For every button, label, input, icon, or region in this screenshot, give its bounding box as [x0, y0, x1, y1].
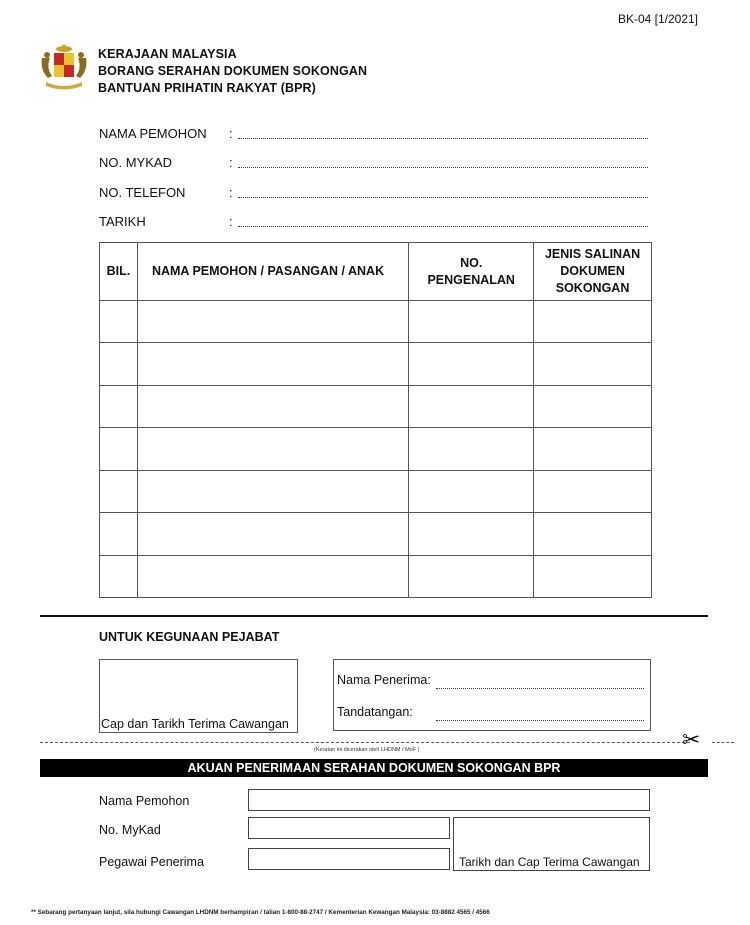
cut-line — [712, 742, 734, 743]
signature-field[interactable] — [436, 712, 644, 721]
field-colon: : — [229, 214, 233, 229]
table-cell[interactable] — [100, 301, 138, 343]
ack-mykad-field[interactable] — [248, 817, 450, 839]
table-cell[interactable] — [409, 301, 534, 343]
table-cell[interactable] — [100, 428, 138, 470]
table-cell[interactable] — [534, 470, 652, 512]
scissors-icon: ✂ — [682, 727, 701, 752]
table-cell[interactable] — [409, 343, 534, 385]
table-cell[interactable] — [409, 513, 534, 555]
table-header-row — [100, 243, 652, 301]
field-label-phone: NO. TELEFON — [99, 185, 186, 200]
table-row — [100, 301, 652, 343]
ack-applicant-label: Nama Pemohon — [99, 794, 190, 808]
table-cell[interactable] — [137, 555, 408, 597]
table-cell[interactable] — [137, 513, 408, 555]
table-cell[interactable] — [534, 343, 652, 385]
field-colon: : — [229, 155, 233, 170]
ack-stamp-label: Tarikh dan Cap Terima Cawangan — [459, 855, 640, 869]
column-header-id-number: NO. PENGENALAN — [409, 243, 534, 301]
table-cell[interactable] — [137, 470, 408, 512]
field-label-applicant-name: NAMA PEMOHON — [99, 126, 207, 141]
table-cell[interactable] — [137, 428, 408, 470]
table-row — [100, 555, 652, 597]
table-cell[interactable] — [100, 513, 138, 555]
table-cell[interactable] — [100, 343, 138, 385]
acknowledgement-title: AKUAN PENERIMAAN SERAHAN DOKUMEN SOKONGAN BPR — [40, 759, 708, 777]
receiver-name-label: Nama Penerima: — [337, 673, 431, 687]
table-cell[interactable] — [137, 385, 408, 427]
table-row — [100, 343, 652, 385]
table-cell[interactable] — [409, 555, 534, 597]
table-cell[interactable] — [534, 385, 652, 427]
column-header-name: NAMA PEMOHON / PASANGAN / ANAK — [137, 243, 408, 301]
table-cell[interactable] — [534, 428, 652, 470]
malaysia-coat-of-arms-icon — [38, 44, 90, 92]
ack-officer-label: Pegawai Penerima — [99, 855, 204, 869]
column-header-bil: BIL. — [100, 243, 138, 301]
applicant-name-field[interactable] — [238, 128, 648, 139]
ack-applicant-field[interactable] — [248, 789, 650, 811]
office-use-title: UNTUK KEGUNAAN PEJABAT — [99, 630, 280, 644]
field-colon: : — [229, 185, 233, 200]
documents-table — [99, 242, 652, 598]
header-government: KERAJAAN MALAYSIA — [98, 47, 237, 61]
table-row — [100, 513, 652, 555]
header-program: BANTUAN PRIHATIN RAKYAT (BPR) — [98, 81, 316, 95]
footer-note: ** Sebarang pertanyaan lanjut, sila hubungi Cawangan LHDNM berhampiran / talian 1-800-88-2747 / Kementerian Kewangan Malaysia: 03-8882 4565 / 4566 — [31, 909, 490, 916]
table-cell[interactable] — [137, 343, 408, 385]
field-label-mykad: NO. MYKAD — [99, 155, 172, 170]
field-colon: : — [229, 126, 233, 141]
mykad-field[interactable] — [238, 157, 648, 168]
column-header-document-type: JENIS SALINAN DOKUMEN SOKONGAN — [534, 243, 652, 301]
table-cell[interactable] — [534, 301, 652, 343]
ack-officer-field[interactable] — [248, 848, 450, 870]
receiver-name-field[interactable] — [436, 680, 644, 689]
ack-mykad-label: No. MyKad — [99, 823, 161, 837]
branch-stamp-label: Cap dan Tarikh Terima Cawangan — [101, 717, 289, 731]
table-row — [100, 470, 652, 512]
table-row — [100, 385, 652, 427]
cut-line — [40, 742, 690, 743]
form-code: BK-04 [1/2021] — [617, 12, 698, 26]
phone-field[interactable] — [238, 187, 648, 198]
table-cell[interactable] — [409, 385, 534, 427]
field-label-date: TARIKH — [99, 214, 146, 229]
table-cell[interactable] — [137, 301, 408, 343]
section-divider — [40, 615, 708, 617]
table-cell[interactable] — [100, 555, 138, 597]
table-cell[interactable] — [100, 470, 138, 512]
date-field[interactable] — [238, 216, 648, 227]
table-row — [100, 428, 652, 470]
table-cell[interactable] — [409, 428, 534, 470]
signature-label: Tandatangan: — [337, 705, 413, 719]
cut-note: (Keratan ini dicerakan oleh LHDNM / MoF ) — [314, 747, 420, 753]
table-cell[interactable] — [409, 470, 534, 512]
table-cell[interactable] — [534, 555, 652, 597]
table-cell[interactable] — [100, 385, 138, 427]
table-cell[interactable] — [534, 513, 652, 555]
header-form-title: BORANG SERAHAN DOKUMEN SOKONGAN — [98, 64, 368, 78]
